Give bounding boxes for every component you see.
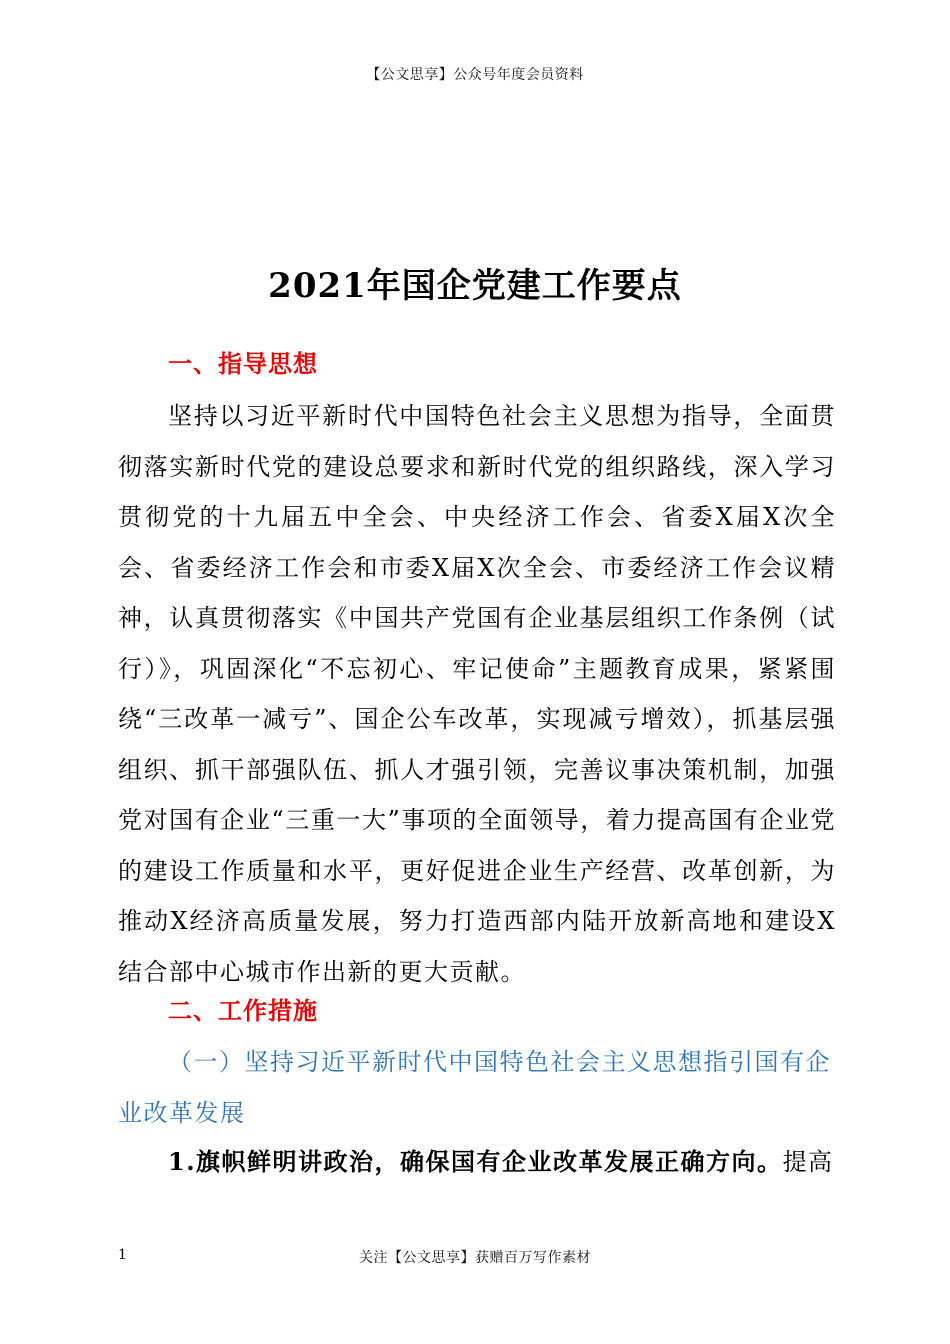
page-header: 【公文思享】公众号年度会员资料 — [366, 67, 584, 83]
page-number: 1 — [118, 1247, 127, 1263]
page-footer: 关注【公文思享】获赠百万写作素材 — [359, 1250, 591, 1266]
section-heading-work-measures: 二、工作措施 — [168, 997, 318, 1025]
work-item-1-text: 提高 — [782, 1148, 834, 1176]
document-title: 2021年国企党建工作要点 — [268, 266, 682, 306]
work-item-1-title: 1.旗帜鲜明讲政治，确保国有企业改革发展正确方向。 — [168, 1147, 783, 1176]
section-heading-guiding-ideology: 一、指导思想 — [168, 350, 318, 378]
work-item-1 — [118, 1137, 836, 1188]
subsection-heading-1: （一）坚持习近平新时代中国特色社会主义思想指引国有企业改革发展 — [118, 1048, 831, 1127]
guiding-ideology-paragraph: 坚持以习近平新时代中国特色社会主义思想为指导，全面贯彻落实新时代党的建设总要求和新时代党的组织路线，深入学习贯彻党的十九届五中全会、中央经济工作会、省委X届X次全会、省委经济工作会和市委X届X次全会、市委经济工作会议精神，认真贯彻落实《中国共产党国有企业基层组织工作条例（试行）》，巩固深化“不忘初心、牢记使命”主题教育成果，紧紧围绕“三改革一减亏”、国企公车改革，实现减亏增效），抓基层强组织、抓干部强队伍、抓人才强引领，完善议事决策机制，加强党对国有企业“三重一大”事项的全面领导，着力提高国有企业党的建设工作质量和水平，更好促进企业生产经营、改革创新，为推动X经济高质量发展，努力打造西部内陆开放新高地和建设X结合部中心城市作出新的更大贡献。 — [118, 402, 836, 986]
